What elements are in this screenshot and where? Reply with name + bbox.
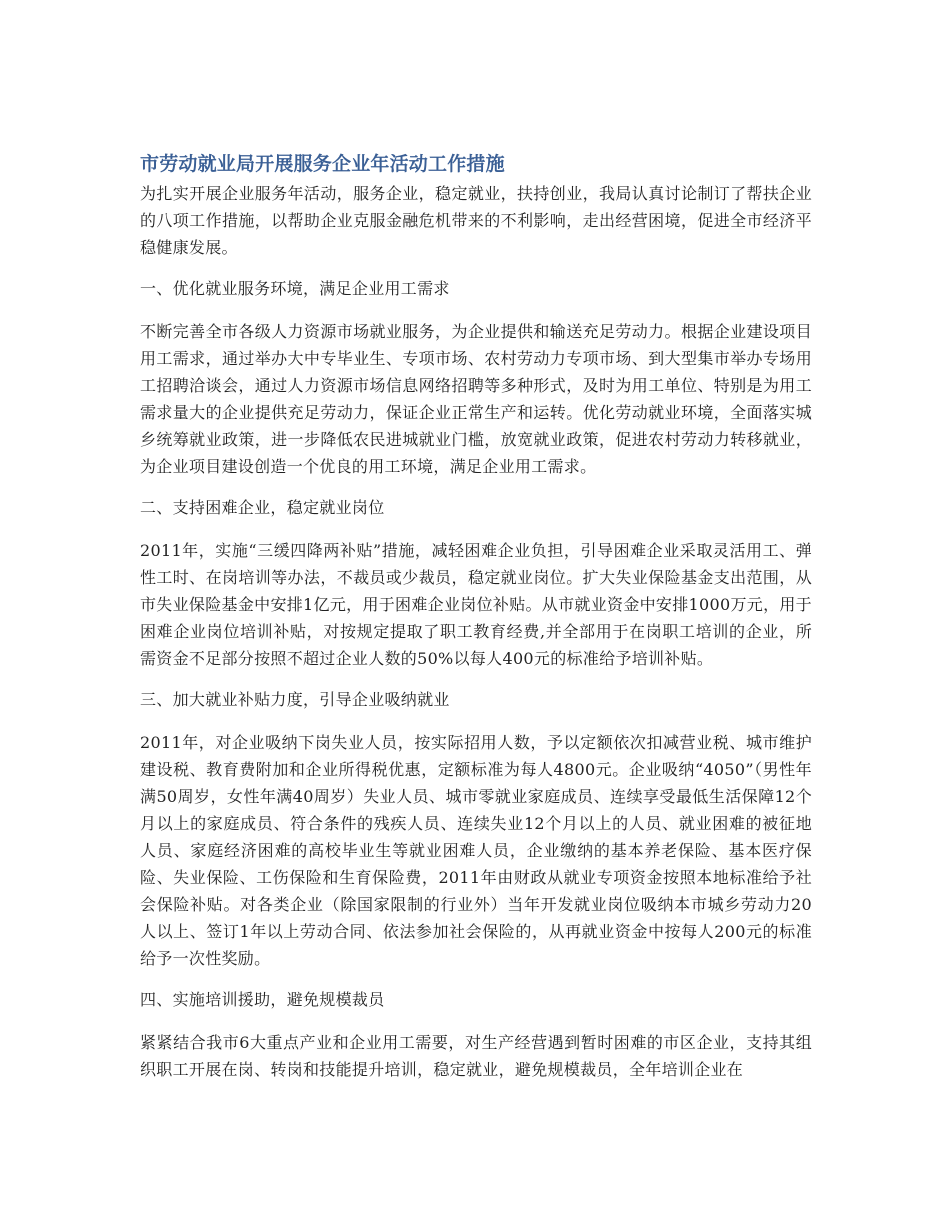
section-3-body: 2011年，对企业吸纳下岗失业人员，按实际招用人数，予以定额依次扣减营业税、城市维护建设税、教育费附加和企业所得税优惠，定额标准为每人4800元。企业吸纳“4050”（男性年满50周岁，女性年满40周岁）失业人员、城市零就业家庭成员、连续享受最低生活保障12个月以上的家庭成员、符合条件的残疾人员、连续失业12个月以上的人员、就业困难的被征地人员、家庭经济困难的高校毕业生等就业困难人员，企业缴纳的基本养老保险、基本医疗保险、失业保险、工伤保险和生育保险费，2011年由财政从就业专项资金按照本地标准给予社会保险补贴。对各类企业（除国家限制的行业外）当年开发就业岗位吸纳本市城乡劳动力20人以上、签订1年以上劳动合同、依法参加社会保险的，从再就业资金中按每人200元的标准给予一次性奖励。: [140, 733, 812, 968]
document-title: 市劳动就业局开展服务企业年活动工作措施: [140, 153, 505, 175]
section-1-body: 不断完善全市各级人力资源市场就业服务，为企业提供和输送充足劳动力。根据企业建设项目用工需求，通过举办大中专毕业生、专项市场、农村劳动力专项市场、到大型集市举办专场用工招聘洽谈会，通过人力资源市场信息网络招聘等多种形式，及时为用工单位、特别是为用工需求量大的企业提供充足劳动力，保证企业正常生产和运转。优化劳动就业环境，全面落实城乡统筹就业政策，进一步降低农民进城就业门槛，放宽就业政策，促进农村劳动力转移就业，为企业项目建设创造一个优良的用工环境，满足企业用工需求。: [140, 322, 812, 476]
section-4-body: 紧紧结合我市6大重点产业和企业用工需要，对生产经营遇到暂时困难的市区企业，支持其组织职工开展在岗、转岗和技能提升培训，稳定就业，避免规模裁员，全年培训企业在: [140, 1033, 812, 1079]
section-1-heading: 一、优化就业服务环境，满足企业用工需求: [140, 279, 450, 298]
intro-paragraph: 为扎实开展企业服务年活动，服务企业，稳定就业，扶持创业，我局认真讨论制订了帮扶企业的八项工作措施，以帮助企业克服金融危机带来的不利影响，走出经营困境，促进全市经济平稳健康发展。: [140, 184, 812, 257]
section-3-heading: 三、加大就业补贴力度，引导企业吸纳就业: [140, 690, 450, 709]
document-page: [140, 150, 812, 1083]
section-4-heading: 四、实施培训援助，避免规模裁员: [140, 990, 385, 1009]
section-2-body: 2011年，实施“三缓四降两补贴”措施，减轻困难企业负担，引导困难企业采取灵活用工、弹性工时、在岗培训等办法，不裁员或少裁员，稳定就业岗位。扩大失业保险基金支出范围，从市失业保险基金中安排1亿元，用于困难企业岗位补贴。从市就业资金中安排1000万元，用于困难企业岗位培训补贴，对按规定提取了职工教育经费,并全部用于在岗职工培训的企业，所需资金不足部分按照不超过企业人数的50%以每人400元的标准给予培训补贴。: [140, 541, 812, 668]
section-2-heading: 二、支持困难企业，稳定就业岗位: [140, 498, 385, 517]
